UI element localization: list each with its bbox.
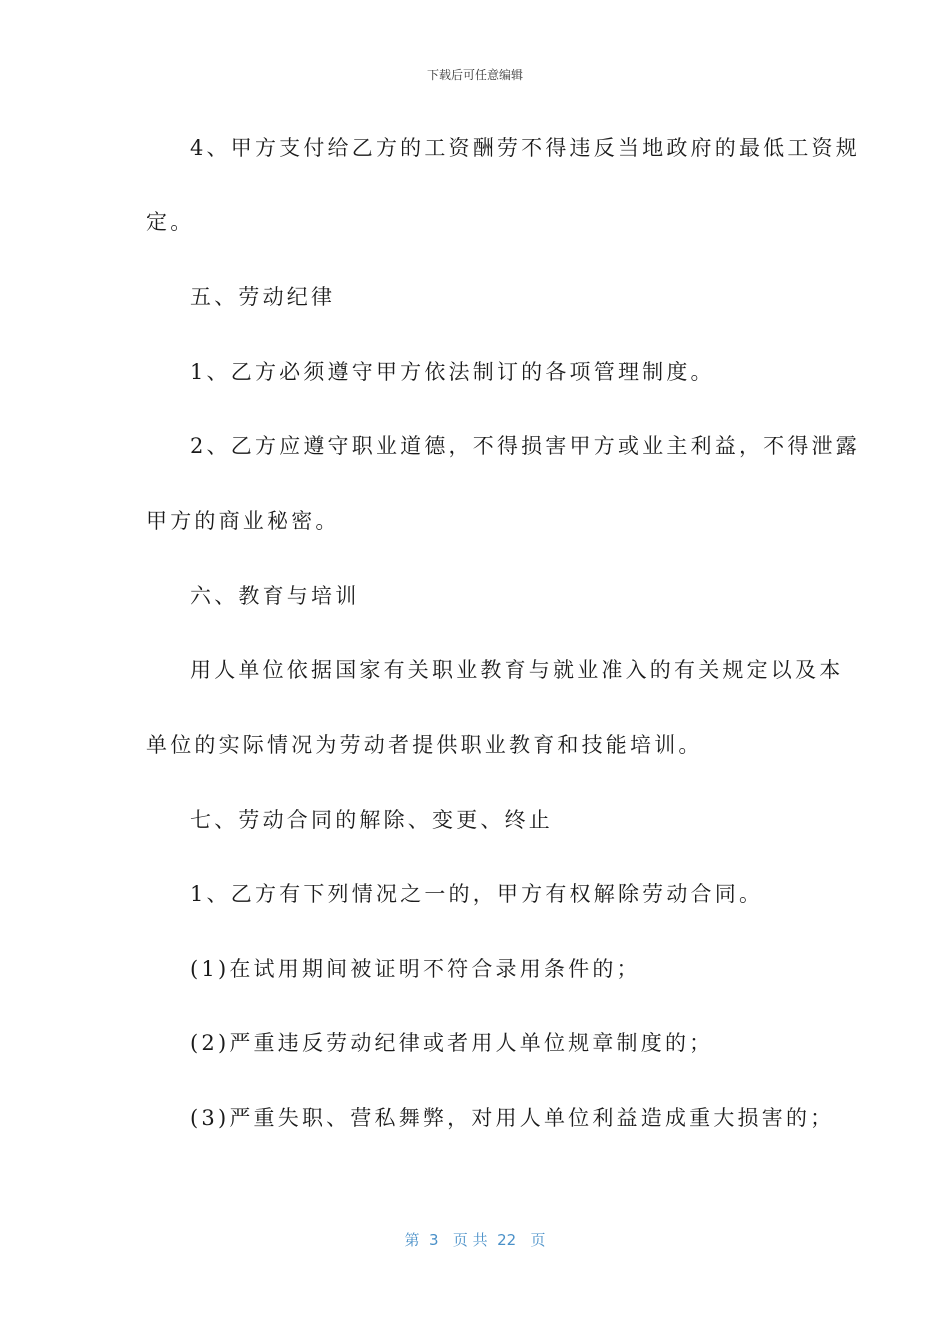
section-heading: 五、劳动纪律 — [190, 285, 336, 309]
paragraph-line: 甲方的商业秘密。 — [146, 509, 340, 533]
paragraph-line: 1、乙方有下列情况之一的，甲方有权解除劳动合同。 — [190, 882, 764, 906]
section-heading: 七、劳动合同的解除、变更、终止 — [190, 808, 553, 832]
page-number-footer: 第 3 页 共 22 页 — [404, 1231, 546, 1249]
paragraph-line: 2、乙方应遵守职业道德，不得损害甲方或业主利益，不得泄露 — [190, 434, 860, 458]
paragraph-line: 1、乙方必须遵守甲方依法制订的各项管理制度。 — [190, 360, 715, 384]
list-item: (1)在试用期间被证明不符合录用条件的； — [190, 957, 641, 981]
page-header: 下载后可任意编辑 — [426, 68, 523, 82]
paragraph-line: 4、甲方支付给乙方的工资酬劳不得违反当地政府的最低工资规 — [190, 136, 860, 160]
section-heading: 六、教育与培训 — [190, 584, 360, 608]
paragraph-line: 定。 — [146, 210, 195, 234]
list-item: (2)严重违反劳动纪律或者用人单位规章制度的； — [190, 1031, 714, 1055]
paragraph-line: 用人单位依据国家有关职业教育与就业准入的有关规定以及本 — [190, 658, 844, 682]
list-item: (3)严重失职、营私舞弊，对用人单位利益造成重大损害的； — [190, 1106, 835, 1130]
paragraph-line: 单位的实际情况为劳动者提供职业教育和技能培训。 — [146, 733, 703, 757]
